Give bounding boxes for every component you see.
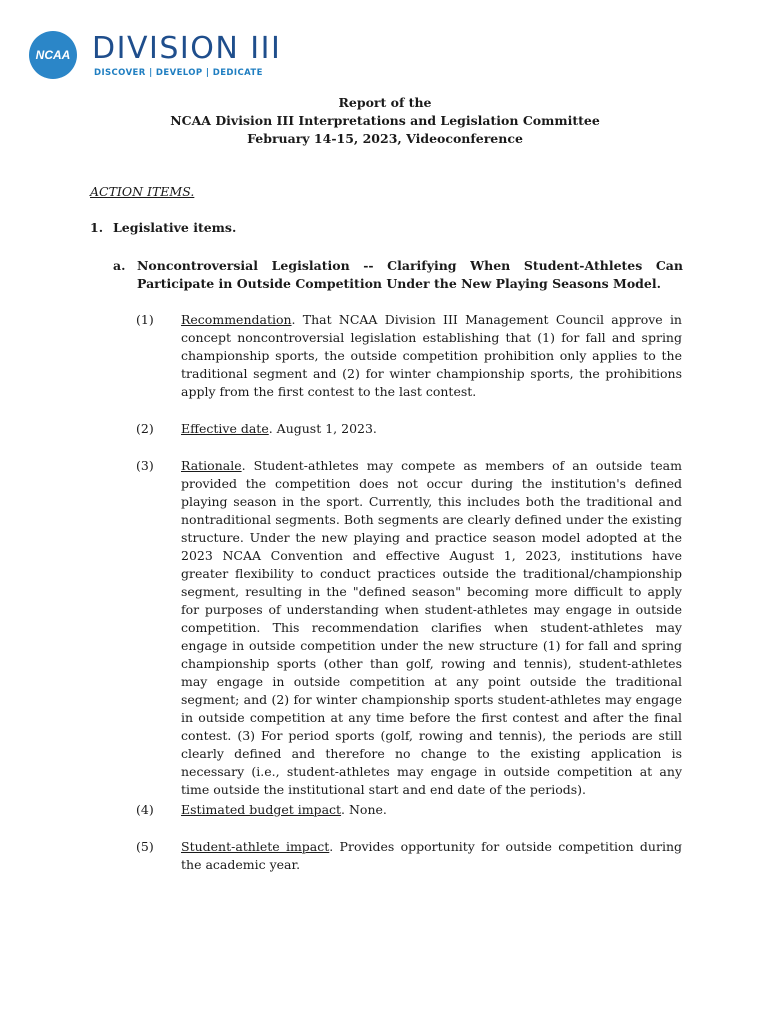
item-number: (1) [136, 312, 154, 327]
section-1-number: 1. [90, 220, 104, 235]
division-tagline: DISCOVER | DEVELOP | DEDICATE [94, 68, 263, 78]
ncaa-badge-text: NCAA [35, 48, 71, 62]
item-label: Rationale [181, 458, 242, 473]
item-label: Student-athlete impact [181, 839, 330, 854]
item-student-athlete-impact [136, 838, 682, 874]
item-number: (3) [136, 458, 154, 473]
item-text: . Provides opportunity for outside competition during the academic year. [181, 839, 682, 872]
item-number: (5) [136, 839, 154, 854]
title-line-2: NCAA Division III Interpretations and Legislation Committee [170, 113, 600, 128]
item-text: . That NCAA Division III Management Council approve in concept noncontroversial legislation establishing that (1) for fall and spring championship sports, the outside competition prohibition only applies to the traditional segment and (2) for winter championship sports, the prohibitions apply from the first contest to the last contest. [181, 312, 682, 399]
item-rationale [136, 457, 682, 799]
section-a-letter: a. [113, 258, 126, 273]
section-1-heading [90, 220, 236, 235]
item-effective-date [136, 420, 682, 438]
item-budget-impact [136, 801, 682, 819]
division-title: DIVISION III [92, 31, 282, 66]
item-number: (4) [136, 802, 154, 817]
item-text: . None. [341, 802, 387, 817]
ncaa-badge-icon [28, 30, 78, 80]
item-number: (2) [136, 421, 154, 436]
report-title [0, 94, 770, 148]
title-line-1: Report of the [338, 95, 432, 110]
title-line-3: February 14-15, 2023, Videoconference [247, 131, 523, 146]
action-items-heading: ACTION ITEMS. [90, 184, 195, 199]
section-1-label: Legislative items. [113, 220, 237, 235]
item-text: . Student-athletes may compete as members of an outside team provided the competition does not occur during the institution's defined playing season in the sport. Currently, this includes both the traditional and nontraditional segments. Both segments are clearly defined under the existing structure. Under the new playing and practice season model adopted at the 2023 NCAA Convention and effective August 1, 2023, institutions have greater flexibility to conduct practices outside the traditional/championship segment, resulting in the "defined season" becoming more difficult to apply for purposes of understanding when student-athletes may engage in outside competition. This recommendation clarifies when student-athletes may engage in outside competition under the new structure (1) for fall and spring championship sports (other than golf, rowing and tennis), student-athletes may engage in outside competition at any point outside the traditional segment; and (2) for winter championship sports student-athletes may engage in outside competition at any time before the first contest and after the final contest. (3) For period sports (golf, rowing and tennis), the periods are still clearly defined and therefore no change to the existing application is necessary (i.e., student-athletes may engage in outside competition at any time outside the institutional start and end date of the periods). [181, 458, 682, 797]
item-label: Recommendation [181, 312, 292, 327]
section-a-heading [113, 257, 683, 293]
section-a-text: Noncontroversial Legislation -- Clarifying When Student-Athletes Can Participate in Outside Competition Under the New Playing Seasons Model. [137, 258, 683, 291]
item-recommendation [136, 311, 682, 401]
item-label: Estimated budget impact [181, 802, 342, 817]
item-label: Effective date [181, 421, 269, 436]
item-text: . August 1, 2023. [268, 421, 377, 436]
division-iii-logo [28, 30, 282, 80]
